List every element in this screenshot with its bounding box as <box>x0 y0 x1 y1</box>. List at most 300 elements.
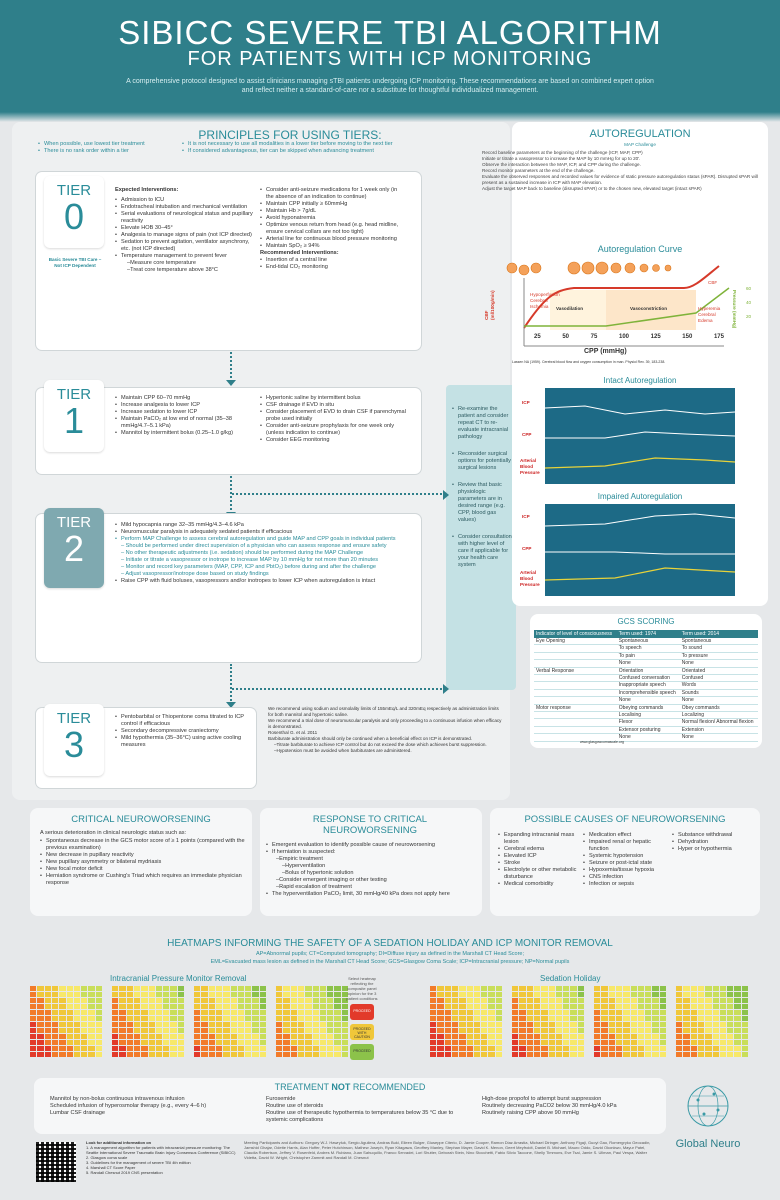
heatmap-cell <box>37 1034 43 1039</box>
heatmap-cell <box>163 992 169 997</box>
heatmap-cell <box>252 1028 258 1033</box>
heatmap-cell <box>638 1004 644 1009</box>
tier0-col2 <box>260 187 405 271</box>
heatmap-cell <box>578 992 584 997</box>
heatmap-cell <box>437 1052 443 1057</box>
heatmap-cell <box>74 1010 80 1015</box>
heatmap-cell <box>149 1004 155 1009</box>
heatmap-cell <box>578 1022 584 1027</box>
heatmap-cell <box>88 992 94 997</box>
heatmap-cell <box>141 1016 147 1021</box>
heatmap-cell <box>149 1046 155 1051</box>
heatmap-cell <box>134 1034 140 1039</box>
heatmap-cell <box>291 1046 297 1051</box>
heatmap-cell <box>481 1034 487 1039</box>
table-row <box>534 682 758 689</box>
heatmap-cell <box>652 1052 658 1057</box>
heatmap-cell <box>216 1004 222 1009</box>
heatmap-cell <box>45 986 51 991</box>
heatmap-cell <box>519 992 525 997</box>
heatmap-cell <box>698 992 704 997</box>
heatmap-cell <box>305 1040 311 1045</box>
heatmap-cell <box>437 1034 443 1039</box>
heatmap-block <box>430 986 502 1057</box>
heatmap-cell <box>201 992 207 997</box>
heatmap-cell <box>638 986 644 991</box>
heatmap-cell <box>645 1004 651 1009</box>
heatmap-cell <box>534 992 540 997</box>
heatmap-cell <box>496 1052 502 1057</box>
heatmap-cell <box>313 1022 319 1027</box>
heatmap-cell <box>209 1040 215 1045</box>
heatmap-cell <box>96 1040 102 1045</box>
heatmap-cell <box>698 1040 704 1045</box>
list-item: • End-tidal CO₂ monitoring <box>260 264 405 271</box>
heatmap-cell <box>631 1010 637 1015</box>
heatmap-cell <box>194 986 200 991</box>
heatmap-cell <box>313 1010 319 1015</box>
heatmap-cell <box>141 1052 147 1057</box>
heatmap-cell <box>720 1010 726 1015</box>
heatmap-cell <box>30 1052 36 1057</box>
heatmap-cell <box>541 1010 547 1015</box>
heatmap-cell <box>452 1040 458 1045</box>
list-item: High-dose propofol to attempt burst suppression <box>482 1096 602 1102</box>
heatmap-cell <box>67 1046 73 1051</box>
heatmap-cell <box>683 1022 689 1027</box>
heatmap-cell <box>437 992 443 997</box>
heatmap-cell <box>201 986 207 991</box>
heatmap-cell <box>276 1028 282 1033</box>
heatmap-cell <box>320 1028 326 1033</box>
x-tick: 25 <box>534 334 541 340</box>
heatmap-cell <box>713 998 719 1003</box>
heatmap-cell <box>320 986 326 991</box>
heatmap-cell <box>445 998 451 1003</box>
list-item: • Elevate HOB 30–45° <box>115 225 255 232</box>
table-row <box>534 712 758 719</box>
heatmap-cell <box>616 1004 622 1009</box>
x-ticks <box>534 334 724 340</box>
list-item: • Admission to ICU <box>115 197 255 204</box>
heatmap-cell <box>734 1040 740 1045</box>
heatmap-cell <box>37 986 43 991</box>
heatmap-cell <box>527 1028 533 1033</box>
heatmap-cell <box>563 1052 569 1057</box>
causes-col3 <box>672 832 756 853</box>
heatmap-cell <box>556 1028 562 1033</box>
tier0-col1 <box>115 197 255 274</box>
heatmap-cell <box>527 1016 533 1021</box>
heatmap-cell <box>556 1034 562 1039</box>
y-tick: 20 <box>746 314 752 319</box>
heatmap-cell <box>223 1040 229 1045</box>
heatmap-cell <box>156 1040 162 1045</box>
heatmap-cell <box>163 1046 169 1051</box>
heatmap-cell <box>327 1028 333 1033</box>
heatmap-cell <box>594 1004 600 1009</box>
table-cell: Localising <box>617 712 680 719</box>
heatmap-cell <box>481 1040 487 1045</box>
heatmap-cell <box>534 1034 540 1039</box>
heatmap-cell <box>298 1034 304 1039</box>
heatmap-cell <box>209 1052 215 1057</box>
heatmap-cell <box>691 1028 697 1033</box>
heatmap-cell <box>134 1040 140 1045</box>
heatmap-cell <box>430 1004 436 1009</box>
heatmap-cell <box>156 1004 162 1009</box>
heatmap-cell <box>291 1022 297 1027</box>
heatmap-cell <box>45 1022 51 1027</box>
heatmap-cell <box>601 1022 607 1027</box>
table-row <box>534 704 758 711</box>
heatmap-cell <box>298 1046 304 1051</box>
heatmap-cell <box>698 986 704 991</box>
heatmap-cell <box>260 986 266 991</box>
causes-title: POSSIBLE CAUSES OF NEUROWORSENING <box>524 814 726 825</box>
heatmap-cell <box>252 1004 258 1009</box>
heatmap-cell <box>283 1052 289 1057</box>
heatmap-cell <box>742 1040 748 1045</box>
heatmap-cell <box>141 1028 147 1033</box>
heatmap-cell <box>327 986 333 991</box>
causes-col1 <box>498 832 580 888</box>
heatmap-cell <box>216 1016 222 1021</box>
heatmap-cell <box>52 1004 58 1009</box>
heatmap-cell <box>67 1016 73 1021</box>
heatmap-cell <box>720 1046 726 1051</box>
heatmap-cell <box>30 1040 36 1045</box>
heatmap-cell <box>474 992 480 997</box>
heatmap-cell <box>305 1046 311 1051</box>
header-fade <box>0 112 780 122</box>
page-title: SIBICC SEVERE TBI ALGORITHM <box>118 14 662 51</box>
heatmap-cell <box>727 1046 733 1051</box>
heatmap-cell <box>81 1046 87 1051</box>
heatmap-cell <box>631 992 637 997</box>
heatmap-cell <box>474 1016 480 1021</box>
heatmap-cell <box>683 1004 689 1009</box>
heatmap-cell <box>194 1046 200 1051</box>
trace-label-cpp: CPP <box>522 546 532 551</box>
heatmap-cell <box>149 1028 155 1033</box>
heatmap-cell <box>527 1004 533 1009</box>
heatmap-cell <box>245 1046 251 1051</box>
heatmap-block <box>276 986 348 1057</box>
heatmap-cell <box>37 1040 43 1045</box>
sub-item: – Adjust vasopressor/inotrope dose based on study findings <box>121 571 269 577</box>
heatmap-cell <box>320 992 326 997</box>
heatmap-cell <box>616 1052 622 1057</box>
heatmap-cell <box>563 1004 569 1009</box>
heatmap-cell <box>320 1034 326 1039</box>
table-row <box>534 660 758 667</box>
heatmap-cell <box>127 998 133 1003</box>
heatmap-cell <box>467 1022 473 1027</box>
heatmap-cell <box>512 1034 518 1039</box>
heatmap-cell <box>201 1040 207 1045</box>
list-item: • Impaired renal or hepatic function <box>583 839 671 853</box>
heatmap-cell <box>201 1034 207 1039</box>
heatmap-cell <box>631 1004 637 1009</box>
heatmap-cell <box>238 1010 244 1015</box>
list-item: • Temperature management to prevent fever <box>115 253 255 260</box>
heatmap-cell <box>52 1046 58 1051</box>
heatmap-cell <box>527 1046 533 1051</box>
heatmap-cell <box>609 1034 615 1039</box>
heatmap-cell <box>223 1010 229 1015</box>
heatmap-cell <box>238 1040 244 1045</box>
heatmap-cell <box>594 1040 600 1045</box>
heatmap-cell <box>459 998 465 1003</box>
heatmap-cell <box>327 1004 333 1009</box>
table-cell: Motor response <box>534 704 617 711</box>
heatmap-cell <box>676 1022 682 1027</box>
heatmap-cell <box>81 1022 87 1027</box>
heatmap-cell <box>81 1010 87 1015</box>
heatmap-cell <box>563 1046 569 1051</box>
heatmap-cell <box>534 1028 540 1033</box>
heatmap-cell <box>601 1028 607 1033</box>
heatmap-cell <box>541 1004 547 1009</box>
heatmaps-legend-2: EML=Evacuated mass lesion as defined in the Marshall CT Head Score; GCS=Glasgow Coma Scale; ICP=Intracranial pressure; NP=Normal pupils <box>210 959 570 965</box>
heatmap-cell <box>609 1016 615 1021</box>
heatmap-cell <box>683 1046 689 1051</box>
heatmap-cell <box>334 1016 340 1021</box>
heatmaps-legend-1: AP=Abnormal pupils; CT=Computed tomography; DI=Diffuse injury as defined in the Marshall CT Head Score; <box>255 951 525 957</box>
heatmap-cell <box>30 986 36 991</box>
list-item: • Herniation syndrome or Cushing's Triad which requires an immediate physician response <box>40 873 245 887</box>
heatmap-cell <box>74 1022 80 1027</box>
table-cell: None <box>680 697 758 704</box>
heatmap-cell <box>96 998 102 1003</box>
heatmap-cell <box>430 992 436 997</box>
heatmap-cell <box>37 1016 43 1021</box>
list-item: • Hypoxemia/tissue hypoxia <box>583 867 671 874</box>
heatmap-cell <box>313 998 319 1003</box>
heatmap-cell <box>549 1052 555 1057</box>
heatmap-cell <box>652 1034 658 1039</box>
heatmap-cell <box>81 998 87 1003</box>
heatmap-cell <box>556 1040 562 1045</box>
table-cell: Flexor <box>617 719 680 726</box>
heatmap-cell <box>616 992 622 997</box>
heatmap-cell <box>178 1052 184 1057</box>
heatmap-cell <box>67 1040 73 1045</box>
heatmap-cell <box>96 1046 102 1051</box>
connector-dots <box>232 493 442 495</box>
heatmap-cell <box>549 1034 555 1039</box>
heatmap-cell <box>601 1046 607 1051</box>
heatmap-cell <box>534 986 540 991</box>
heatmap-cell <box>683 1052 689 1057</box>
heatmap-cell <box>245 998 251 1003</box>
heatmap-cell <box>616 1010 622 1015</box>
heatmap-cell <box>660 992 666 997</box>
heatmap-cell <box>67 1022 73 1027</box>
heatmap-cell <box>609 1046 615 1051</box>
heatmap-cell <box>127 1022 133 1027</box>
list-item: • Increase sedation to lower ICP <box>115 409 250 416</box>
heatmap-cell <box>570 986 576 991</box>
heatmap-cell <box>541 1040 547 1045</box>
heatmap-cell <box>652 1046 658 1051</box>
heatmap-cell <box>291 1028 297 1033</box>
heatmap-cell <box>141 986 147 991</box>
table-cell: Spontaneous <box>680 638 758 645</box>
heatmap-cell <box>170 1028 176 1033</box>
heatmap-cell <box>512 998 518 1003</box>
heatmap-cell <box>209 998 215 1003</box>
heatmap-cell <box>149 992 155 997</box>
heatmap-cell <box>127 1034 133 1039</box>
heatmap-cell <box>519 1040 525 1045</box>
list-item: • Medication effect <box>583 832 671 839</box>
list-item: Routinely decreasing PaCO2 below 30 mmHg/4.0 kPa <box>482 1103 617 1109</box>
heatmap-cell <box>474 1040 480 1045</box>
qr-code[interactable] <box>36 1142 76 1182</box>
heatmap-cell <box>74 1028 80 1033</box>
heatmap-cell <box>705 1004 711 1009</box>
heatmap-cell <box>223 1034 229 1039</box>
heatmap-cell <box>430 1040 436 1045</box>
table-cell: Words <box>680 682 758 689</box>
heatmap-cell <box>660 1046 666 1051</box>
heatmap-cell <box>616 986 622 991</box>
heatmap-cell <box>170 1040 176 1045</box>
heatmap-cell <box>519 1016 525 1021</box>
list-item: • New focal motor deficit <box>40 866 245 873</box>
heatmap-cell <box>334 1022 340 1027</box>
heatmap-cell <box>238 992 244 997</box>
heatmap-cell <box>742 1016 748 1021</box>
heatmap-cell <box>119 1022 125 1027</box>
heatmap-cell <box>623 1010 629 1015</box>
heatmap-cell <box>327 992 333 997</box>
heatmap-cell <box>488 1046 494 1051</box>
list-item: • Maintain SpO₂ ≥ 94% <box>260 243 405 250</box>
heatmap-cell <box>342 1052 348 1057</box>
heatmap-cell <box>178 1034 184 1039</box>
heatmap-cell <box>231 1052 237 1057</box>
heatmap-cell <box>549 1022 555 1027</box>
heatmap-cell <box>81 1004 87 1009</box>
heatmap-cell <box>134 1022 140 1027</box>
list-item: • Medical comorbidity <box>498 881 580 888</box>
heatmap-cell <box>45 1028 51 1033</box>
heatmap-cell <box>541 1022 547 1027</box>
heatmap-cell <box>609 986 615 991</box>
heatmap-cell <box>252 1034 258 1039</box>
heatmap-cell <box>570 1004 576 1009</box>
heatmap-cell <box>209 986 215 991</box>
list-item: • Analgesia to manage signs of pain (not ICP directed) <box>115 232 255 239</box>
heatmap-cell <box>570 1046 576 1051</box>
table-cell: Normal flexion/ Abnormal flexion <box>680 719 758 726</box>
heatmap-cell <box>223 1022 229 1027</box>
heatmap-cell <box>88 1052 94 1057</box>
table-cell: None <box>617 660 680 667</box>
heatmap-cell <box>313 1034 319 1039</box>
heatmap-cell <box>578 998 584 1003</box>
heatmap-cell <box>676 998 682 1003</box>
list-item: • Endotracheal intubation and mechanical ventilation <box>115 204 255 211</box>
heatmap-cell <box>156 998 162 1003</box>
heatmap-cell <box>474 986 480 991</box>
heatmap-cell <box>594 1016 600 1021</box>
heatmap-cell <box>459 986 465 991</box>
heatmap-cell <box>459 1034 465 1039</box>
critical-intro: A serious deterioration in clinical neurologic status such as: <box>40 830 187 836</box>
heatmap-cell <box>467 1034 473 1039</box>
heatmap-cell <box>459 1046 465 1051</box>
heatmap-cell <box>298 1004 304 1009</box>
heatmap-cell <box>467 1010 473 1015</box>
heatmap-cell <box>645 1022 651 1027</box>
page-subtitle: FOR PATIENTS WITH ICP MONITORING <box>187 48 593 70</box>
heatmap-cell <box>705 992 711 997</box>
heatmap-cell <box>283 992 289 997</box>
heatmap-cell <box>570 1016 576 1021</box>
heatmap-cell <box>163 1010 169 1015</box>
heatmap-cell <box>252 1046 258 1051</box>
heatmap-cell <box>45 1016 51 1021</box>
heatmap-cell <box>276 1010 282 1015</box>
heatmap-cell <box>334 1034 340 1039</box>
heatmap-cell <box>459 1022 465 1027</box>
heatmap-cell <box>519 998 525 1003</box>
heatmap-cell <box>578 1040 584 1045</box>
heatmap-cell <box>742 1022 748 1027</box>
heatmap-cell <box>638 1046 644 1051</box>
heatmap-cell <box>96 1028 102 1033</box>
heatmap-cell <box>652 1016 658 1021</box>
heatmap-cell <box>652 998 658 1003</box>
heatmap-cell <box>609 1040 615 1045</box>
x-tick: 100 <box>618 334 629 340</box>
heatmap-cell <box>119 1016 125 1021</box>
table-cell: Eye Opening <box>534 638 617 645</box>
heatmap-cell <box>52 1022 58 1027</box>
heatmap-cell <box>216 1040 222 1045</box>
heatmap-cell <box>88 1028 94 1033</box>
zone-label: Vasodilation <box>556 306 584 311</box>
heatmap-cell <box>549 1004 555 1009</box>
heatmap-cell <box>245 992 251 997</box>
heatmap-cell <box>149 1034 155 1039</box>
heatmap-cell <box>298 1016 304 1021</box>
heatmap-cell <box>683 1040 689 1045</box>
heatmap-cell <box>334 1040 340 1045</box>
heatmap-cell <box>67 1052 73 1057</box>
heatmap-cell <box>163 1052 169 1057</box>
list-item: • Arterial line for continuous blood pressure monitoring <box>260 236 405 243</box>
heatmap-cell <box>683 992 689 997</box>
heatmap-cell <box>437 986 443 991</box>
principles-right <box>182 141 422 155</box>
zone-label: Hyperemia Cerebral Edema <box>698 306 721 323</box>
heatmap-cell <box>563 1022 569 1027</box>
list-item: Routine use of therapeutic hypothermia to temperatures below 35 °C due to systemic complications <box>266 1110 454 1123</box>
heatmap-cell <box>594 986 600 991</box>
heatmap-cell <box>720 1022 726 1027</box>
heatmap-cell <box>156 1016 162 1021</box>
heatmap-cell <box>645 1034 651 1039</box>
heatmap-cell <box>720 992 726 997</box>
heatmap-cell <box>734 1028 740 1033</box>
heatmap-cell <box>467 998 473 1003</box>
heatmap-cell <box>260 1004 266 1009</box>
